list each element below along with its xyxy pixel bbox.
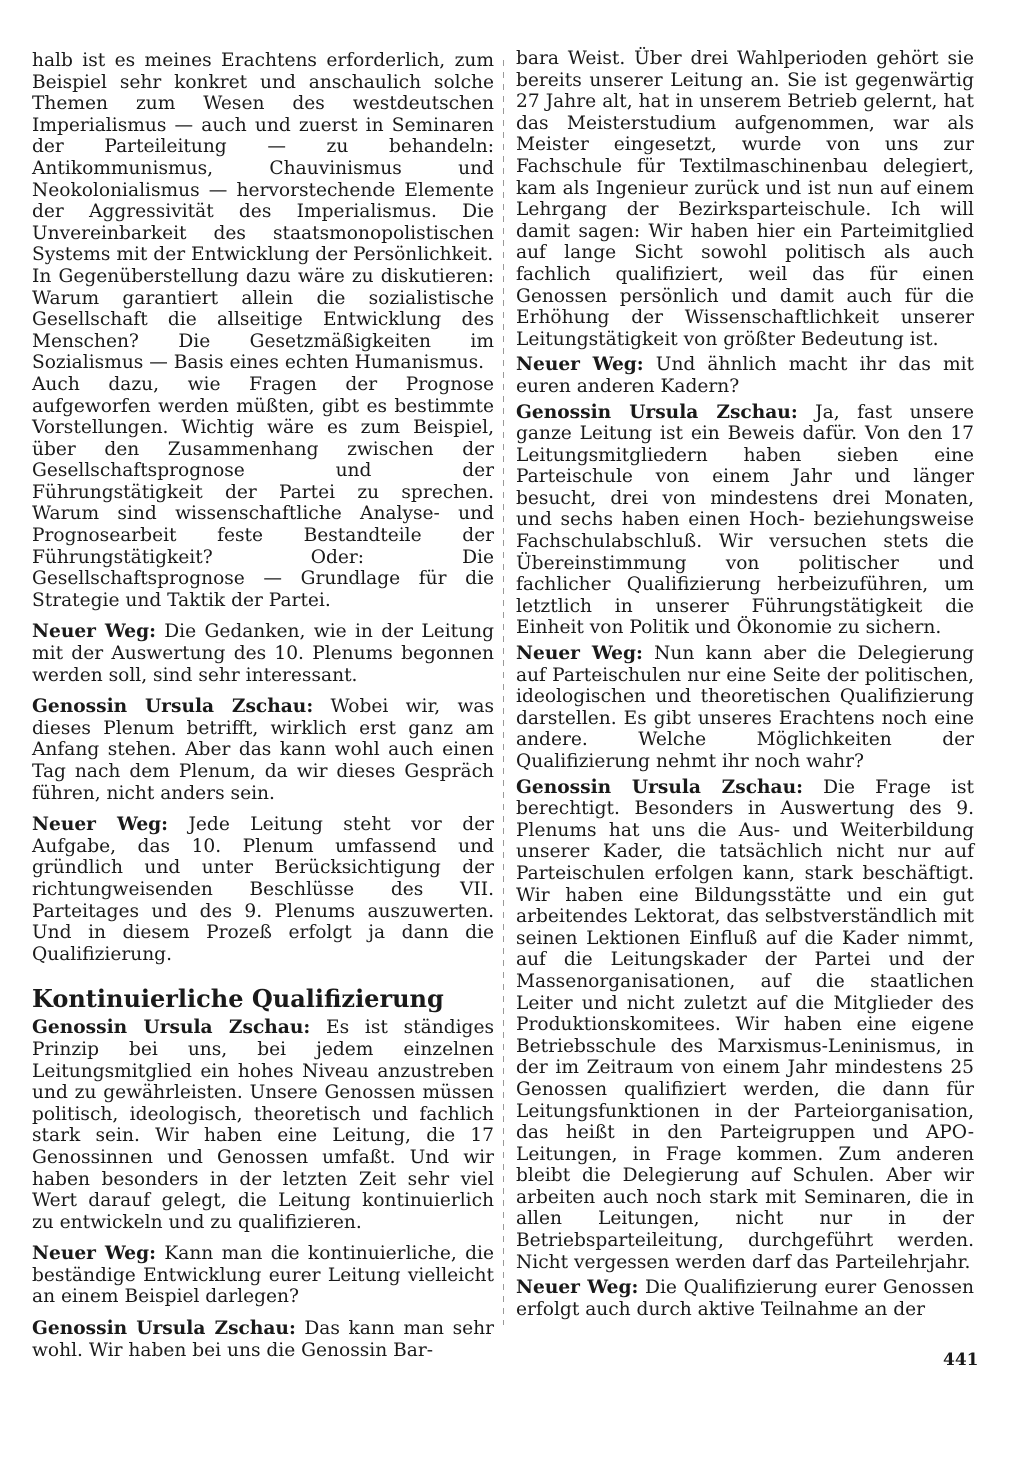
speaker-label: Neuer Weg: — [516, 1277, 639, 1299]
section-heading: Kontinuierliche Qualifizierung — [32, 984, 444, 1014]
speaker-label: Neuer Weg: — [516, 643, 643, 665]
right-column — [516, 48, 974, 1320]
answer-text: Das kann man sehr wohl. Wir haben bei uns die Genossin Bar- — [32, 1318, 494, 1361]
interview-question — [516, 354, 974, 397]
interview-answer — [32, 1017, 494, 1233]
paragraph: halb ist es meines Erachtens erforderlich, zum Beispiel sehr konkret und anschaulich solche Themen zum Wesen des westdeutschen Imperialismus — auch und zuerst in Seminaren der Parteileitung — zu behandeln: Antikommunismus, Chauvinismus und Neokolonialismus — hervorstechende Elemente der Aggressivität des Imperialismus. Die Unvereinbarkeit des staatsmonopolistischen Systems mit der Entwicklung der Persönlichkeit. — [32, 50, 494, 266]
paragraph: In Gegenüberstellung dazu wäre zu diskutieren: Warum garantiert allein die sozialistische Gesellschaft die allseitige Entwicklung des Menschen? Die Gesetzmäßigkeiten im Sozialismus — Basis eines echten Humanismus. — [32, 265, 494, 374]
speaker-label: Genossin Ursula Zschau: — [32, 1318, 296, 1340]
speaker-label: Neuer Weg: — [516, 354, 644, 376]
interview-answer — [32, 696, 494, 804]
interview-question — [32, 814, 494, 965]
answer-text: Ja, fast unsere ganze Leitung ist ein Beweis dafür. Von den 17 Leitungsmitgliedern haben sieben eine Parteischule von einem Jahr und länger besucht, drei von mindestens drei Monaten, und sechs haben einen Hoch- beziehungsweise Fachschulabschluß. Wir versuchen stets die Übereinstimmung von politischer und fachlicher Qualifizierung herbeizuführen, um letztlich in unserer Führungstätigkeit die Einheit von Politik und Ökonomie zu sichern. — [516, 401, 974, 639]
interview-question — [32, 621, 494, 686]
paragraph: bara Weist. Über drei Wahlperioden gehört sie bereits unserer Leitung an. Sie ist gegenwärtig 27 Jahre alt, hat in unserem Betrieb gelernt, hat das Meisterstudium aufgenommen, war als Meister eingesetzt, wurde von uns zur Fachschule für Textilmaschinenbau delegiert, kam als Ingenieur zurück und ist nun auf einem Lehrgang der Bezirksparteischule. Ich will damit sagen: Wir haben hier ein Parteimitglied auf lange Sicht sowohl politisch als auch fachlich qualifiziert, weil das für einen Genossen persönlich und damit auch für die Erhöhung der Wissenschaftlichkeit unserer Leitungstätigkeit von größter Bedeutung ist. — [516, 48, 974, 350]
speaker-label: Neuer Weg: — [32, 621, 156, 643]
question-text: Die Qualifizierung eurer Genossen erfolgt auch durch aktive Teilnahme an der — [516, 1277, 975, 1320]
answer-text: Wobei wir, was dieses Plenum betrifft, wirklich erst ganz am Anfang stehen. Aber das kann wohl auch einen Tag nach dem Plenum, da wir dieses Gespräch führen, nicht anders sein. — [32, 696, 495, 804]
speaker-label: Neuer Weg: — [32, 814, 169, 836]
speaker-label: Neuer Weg: — [32, 1243, 156, 1265]
question-text: Nun kann aber die Delegierung auf Parteischulen nur eine Seite der politischen, ideologischen und theoretischen Qualifizierung darstellen. Es gibt unseres Erachtens noch eine andere. Welche Möglichkeiten der Qualifizierung nehmt ihr noch wahr? — [516, 643, 974, 772]
question-text: Jede Leitung steht vor der Aufgabe, das 10. Plenum umfassend und gründlich und unter Berücksichtigung der richtungweisenden Beschlüsse des VII. Parteitages und des 9. Plenums auszuwerten. Und in diesem Prozeß erfolgt ja dann die Qualifizierung. — [32, 814, 494, 965]
speaker-label: Genossin Ursula Zschau: — [516, 401, 798, 423]
answer-text: Es ist ständiges Prinzip bei uns, bei jedem einzelnen Leitungsmitglied ein hohes Niveau anzustreben und zu gewährleisten. Unsere Genossen müssen politisch, ideologisch, theoretisch und fachlich stark sein. Wir haben eine Leitung, die 17 Genossinnen und Genossen umfaßt. Und wir haben besonders in der letzten Zeit sehr viel Wert darauf gelegt, die Leitung kontinuierlich zu entwickeln und zu qualifizieren. — [32, 1017, 494, 1233]
speaker-label: Genossin Ursula Zschau: — [516, 776, 803, 798]
question-text: Und ähnlich macht ihr das mit euren anderen Kadern? — [516, 354, 975, 397]
speaker-label: Genossin Ursula Zschau: — [32, 1017, 311, 1039]
column-divider — [503, 60, 504, 1325]
interview-answer — [516, 402, 974, 640]
answer-text: Die Frage ist berechtigt. Besonders in Auswertung des 9. Plenums hat uns die Aus- und Weiterbildung unserer Kader, die tatsächlich nicht nur auf Parteischulen erfolgen kann, stark beschäftigt. Wir haben eine Bildungsstätte und ein gut arbeitendes Lektorat, das selbstverständlich mit seinen Lektionen Einfluß auf die Kader nimmt, auf die Leitungskader der Partei und der Massenorganisationen, auf die staatlichen Leiter und nicht zuletzt auf die Mitglieder des Produktionskomitees. Wir haben eine eigene Betriebsschule des Marxismus-Leninismus, in der im Zeitraum von einem Jahr mindestens 25 Genossen qualifiziert werden, die dann für Leitungsfunktionen in der Parteiorganisation, das heißt in den Parteigruppen und APO-Leitungen, in Frage kommen. Zum anderen bleibt die Delegierung auf Schulen. Aber wir arbeiten auch noch stark mit Seminaren, die in allen Leitungen, nicht nur in der Betriebsparteileitung, durchgeführt werden. Nicht vergessen werden darf das Parteilehrjahr. — [516, 776, 975, 1273]
speaker-label: Genossin Ursula Zschau: — [32, 696, 314, 718]
interview-question — [516, 1277, 974, 1320]
interview-answer — [32, 1318, 494, 1361]
interview-answer — [516, 777, 974, 1274]
left-column — [32, 50, 494, 1361]
paragraph: Auch dazu, wie Fragen der Prognose aufgeworfen werden müßten, gibt es bestimmte Vorstellungen. Wichtig wäre es zum Beispiel, über den Zusammenhang zwischen der Gesellschaftsprognose und der Führungstätigkeit der Partei zu sprechen. Warum sind wissenschaftliche Analyse- und Prognosearbeit feste Bestandteile der Führungstätigkeit? Oder: Die Gesellschaftsprognose — Grundlage für die Strategie und Taktik der Partei. — [32, 373, 494, 611]
question-text: Die Gedanken, wie in der Leitung mit der Auswertung des 10. Plenums begonnen werden soll, sind sehr interessant. — [32, 621, 494, 686]
page-number: 441 — [943, 1350, 979, 1370]
interview-question — [32, 1243, 494, 1308]
question-text: Kann man die kontinuierliche, die beständige Entwicklung eurer Leitung vielleicht an einem Beispiel darlegen? — [32, 1243, 494, 1308]
interview-question — [516, 643, 974, 773]
